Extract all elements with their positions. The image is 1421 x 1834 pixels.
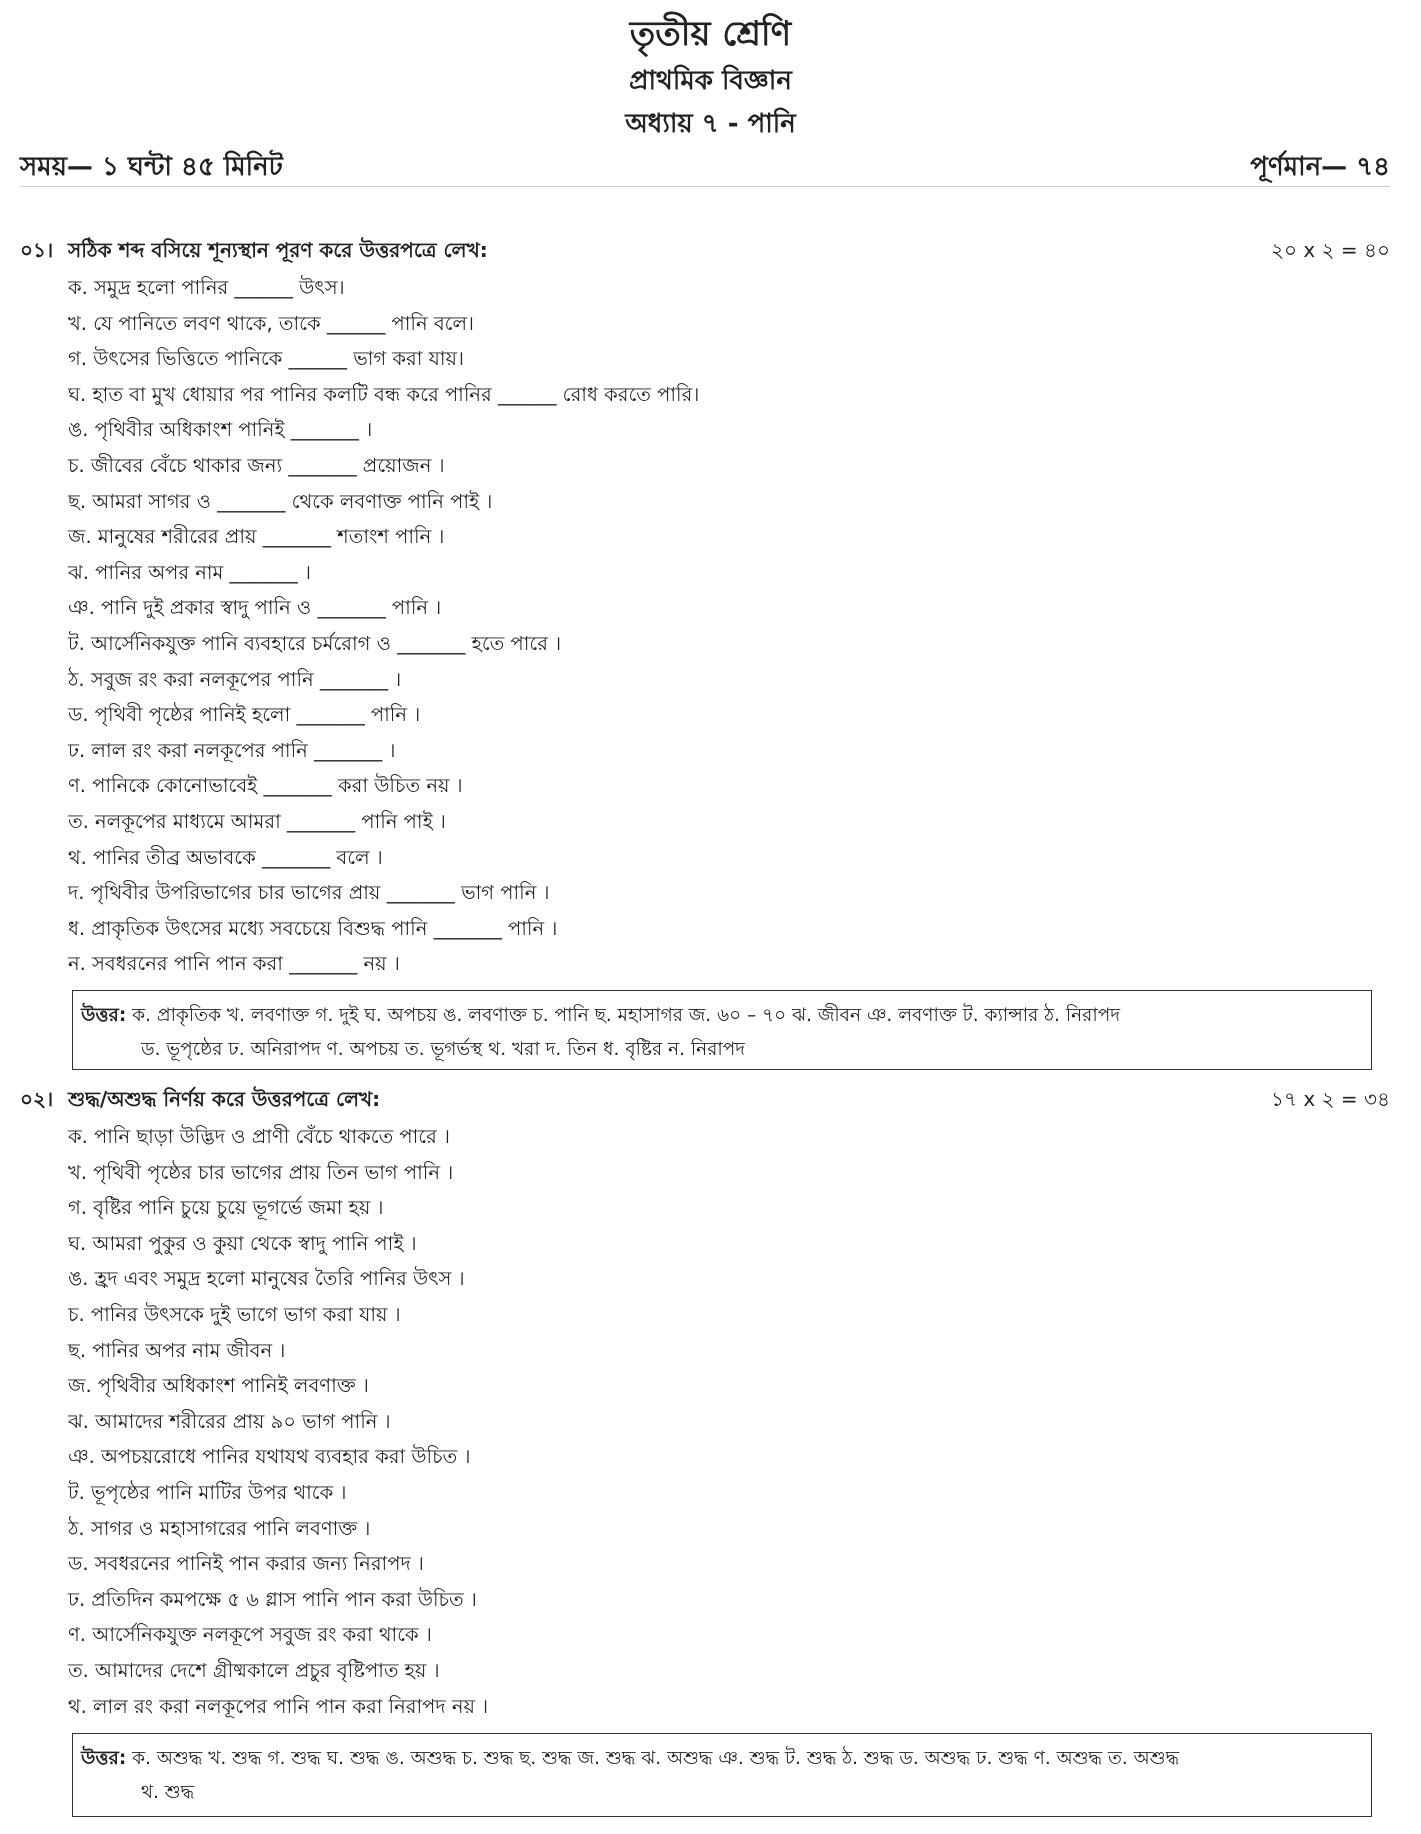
- question-item: ত. নলকূপের মাধ্যমে আমরা _______ পানি পাই ।: [68, 809, 446, 833]
- question-item: চ. জীবের বেঁচে থাকার জন্য _______ প্রয়োজন ।: [68, 453, 445, 477]
- header-divider: [20, 186, 1390, 187]
- question-item: থ. পানির তীব্র অভাবকে _______ বলে ।: [68, 845, 383, 869]
- question-item: ধ. প্রাকৃতিক উৎসের মধ্যে সবচেয়ে বিশুদ্ধ পানি _______ পানি ।: [68, 916, 558, 940]
- question-item: থ. লাল রং করা নলকূপের পানি পান করা নিরাপদ নয় ।: [68, 1694, 489, 1718]
- question-2-items: [68, 1119, 1390, 1724]
- question-1-header: [20, 236, 1390, 270]
- question-1-items: [68, 270, 1390, 982]
- question-item: ঢ. লাল রং করা নলকূপের পানি _______ ।: [68, 738, 396, 762]
- subject-title: প্রাথমিক বিজ্ঞান: [629, 66, 792, 96]
- question-item: ছ. পানির অপর নাম জীবন ।: [68, 1338, 286, 1362]
- answer-label: উত্তর:: [81, 1748, 127, 1769]
- question-item: ঢ. প্রতিদিন কমপক্ষে ৫ ৬ গ্লাস পানি পান করা উচিত ।: [68, 1587, 477, 1611]
- question-item: ত. আমাদের দেশে গ্রীষ্মকালে প্রচুর বৃষ্টিপাত হয় ।: [68, 1658, 440, 1682]
- question-item: দ. পৃথিবীর উপরিভাগের চার ভাগের প্রায় _______ ভাগ পানি ।: [68, 881, 550, 905]
- question-item: ঙ. পৃথিবীর অধিকাংশ পানিই _______ ।: [68, 418, 373, 442]
- question-item: ঙ. হ্রদ এবং সমুদ্র হলো মানুষের তৈরি পানির উৎস ।: [68, 1267, 465, 1291]
- question-item: ঠ. সাগর ও মহাসাগরের পানি লবণাক্ত ।: [68, 1516, 371, 1540]
- question-number: ০২।: [20, 1087, 54, 1111]
- question-instruction: সঠিক শব্দ বসিয়ে শূন্যস্থান পূরণ করে উত্তরপত্রে লেখ:: [68, 238, 488, 262]
- question-item: ড. সবধরনের পানিই পান করার জন্য নিরাপদ ।: [68, 1552, 424, 1576]
- question-marks: ১৭ x ২ = ৩৪: [1271, 1087, 1390, 1111]
- question-item: ঘ. হাত বা মুখ ধোয়ার পর পানির কলটি বন্ধ করে পানির ______ রোধ করতে পারি।: [68, 382, 700, 406]
- question-2-header: [20, 1085, 1390, 1119]
- question-item: ট. ভূপৃষ্ঠের পানি মাটির উপর থাকে ।: [68, 1480, 347, 1504]
- question-2: [20, 1085, 1390, 1724]
- question-item: ক. সমুদ্র হলো পানির ______ উৎস।: [68, 276, 345, 299]
- answer-line: [81, 999, 1357, 1033]
- exam-meta: [20, 146, 1390, 186]
- question-item: ণ. আর্সেনিকযুক্ত নলকূপে সবুজ রং করা থাকে ।: [68, 1623, 432, 1647]
- question-1: [20, 236, 1390, 982]
- question-item: ন. সবধরনের পানি পান করা _______ নয় ।: [68, 952, 400, 976]
- question-item: খ. যে পানিতে লবণ থাকে, তাকে ______ পানি বলে।: [68, 311, 475, 335]
- question-item: ঞ. পানি দুই প্রকার স্বাদু পানি ও _______ পানি ।: [68, 596, 442, 620]
- question-number: ০১।: [20, 238, 54, 262]
- question-item: খ. পৃথিবী পৃষ্ঠের চার ভাগের প্রায় তিন ভাগ পানি ।: [68, 1160, 454, 1184]
- question-item: ট. আর্সেনিকযুক্ত পানি ব্যবহারে চর্মরোগ ও _______ হতে পারে ।: [68, 631, 562, 655]
- question-item: গ. উৎসের ভিত্তিতে পানিকে ______ ভাগ করা যায়।: [68, 347, 464, 371]
- question-item: ণ. পানিকে কোনোভাবেই _______ করা উচিত নয় ।: [68, 774, 463, 798]
- exam-time: সময়— ১ ঘন্টা ৪৫ মিনিট: [20, 152, 283, 182]
- full-marks: পূর্ণমান— ৭৪: [1250, 152, 1390, 182]
- answer-box-2: [72, 1733, 1372, 1817]
- class-title: তৃতীয় শ্রেণি: [629, 14, 792, 54]
- answer-line: ড. ভূপৃষ্ঠের ঢ. অনিরাপদ ণ. অপচয় ত. ভূগর্ভস্থ থ. খরা দ. তিন ধ. বৃষ্টির ন. নিরাপদ: [141, 1039, 746, 1060]
- answer-label: উত্তর:: [81, 1005, 127, 1026]
- question-item: ক. পানি ছাড়া উদ্ভিদ ও প্রাণী বেঁচে থাকতে পারে ।: [68, 1125, 451, 1148]
- question-item: গ. বৃষ্টির পানি চুয়ে চুয়ে ভূগর্ভে জমা হয় ।: [68, 1196, 384, 1220]
- question-marks: ২০ x ২ = ৪০: [1270, 238, 1390, 262]
- question-item: জ. মানুষের শরীরের প্রায় _______ শতাংশ পানি ।: [68, 525, 445, 549]
- question-item: ঠ. সবুজ রং করা নলকূপের পানি _______ ।: [68, 667, 402, 691]
- answer-line: থ. শুদ্ধ: [141, 1782, 195, 1803]
- answer-text: ক. প্রাকৃতিক খ. লবণাক্ত গ. দুই ঘ. অপচয় ঙ. লবণাক্ত চ. পানি ছ. মহাসাগর জ. ৬০ – ৭০ ঝ. জীবন ঞ. লবণাক্ত ট. ক্যান্সার ঠ. নিরাপদ: [132, 1005, 1120, 1026]
- question-item: ঘ. আমরা পুকুর ও কুয়া থেকে স্বাদু পানি পাই ।: [68, 1231, 417, 1255]
- question-item: ছ. আমরা সাগর ও _______ থেকে লবণাক্ত পানি পাই ।: [68, 489, 493, 513]
- question-item: ড. পৃথিবী পৃষ্ঠের পানিই হলো _______ পানি ।: [68, 703, 421, 727]
- chapter-title: অধ্যায় ৭ - পানি: [625, 109, 796, 139]
- question-item: ঞ. অপচয়রোধে পানির যথাযথ ব্যবহার করা উচিত ।: [68, 1445, 471, 1469]
- answer-line: [81, 1742, 1357, 1776]
- question-item: জ. পৃথিবীর অধিকাংশ পানিই লবণাক্ত ।: [68, 1374, 369, 1398]
- question-instruction: শুদ্ধ/অশুদ্ধ নির্ণয় করে উত্তরপত্রে লেখ:: [68, 1087, 381, 1111]
- question-item: চ. পানির উৎসকে দুই ভাগে ভাগ করা যায় ।: [68, 1302, 401, 1326]
- question-item: ঝ. আমাদের শরীরের প্রায় ৯০ ভাগ পানি ।: [68, 1409, 391, 1433]
- answer-box-1: [72, 990, 1372, 1070]
- answer-text: ক. অশুদ্ধ খ. শুদ্ধ গ. শুদ্ধ ঘ. শুদ্ধ ঙ. অশুদ্ধ চ. শুদ্ধ ছ. শুদ্ধ জ. শুদ্ধ ঝ. অশুদ্ধ ঞ. শুদ্ধ ট. শুদ্ধ ঠ. শুদ্ধ ড. অশুদ্ধ ঢ. শুদ্ধ ণ. অশুদ্ধ ত. অশুদ্ধ: [132, 1748, 1180, 1769]
- question-item: ঝ. পানির অপর নাম _______ ।: [68, 560, 311, 584]
